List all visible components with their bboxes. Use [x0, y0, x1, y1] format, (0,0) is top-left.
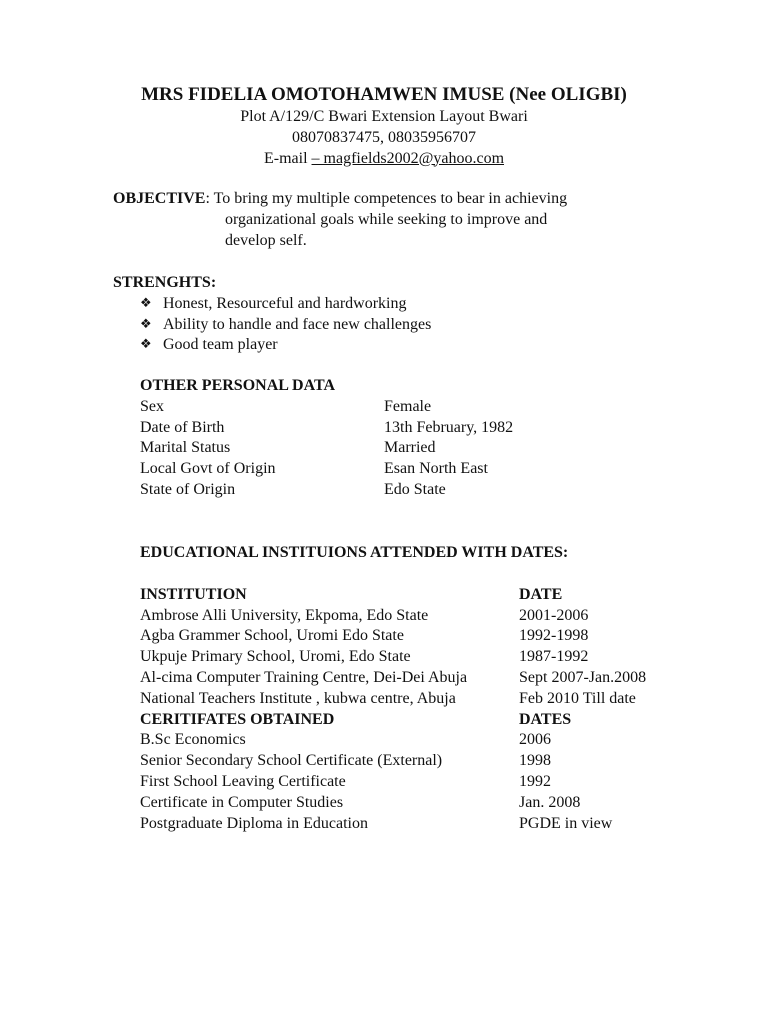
table-row [140, 751, 700, 772]
table-row [140, 438, 640, 459]
table-row [140, 793, 700, 814]
education-section [140, 543, 700, 834]
email-line [0, 149, 768, 170]
table-row [140, 689, 700, 710]
certificate-date: 1998 [519, 752, 551, 770]
resume-header [0, 83, 768, 169]
strength-text: Honest, Resourceful and hardworking [163, 294, 407, 312]
personal-value: Edo State [384, 480, 446, 498]
table-row [140, 772, 700, 793]
table-row [140, 730, 700, 751]
personal-key: Marital Status [140, 439, 231, 457]
strengths-section [113, 273, 633, 356]
education-title: EDUCATIONAL INSTITUIONS ATTENDED WITH DATES: [140, 544, 569, 561]
personal-key: Sex [140, 397, 164, 415]
strength-text: Ability to handle and face new challenges [163, 315, 432, 333]
strengths-list [113, 294, 633, 356]
table-row [140, 397, 640, 418]
table-row [140, 459, 640, 480]
personal-data-title: OTHER PERSONAL DATA [140, 377, 335, 394]
table-row [140, 418, 640, 439]
personal-value: Female [384, 397, 432, 415]
diamond-bullet-icon: ❖ [140, 337, 152, 353]
objective-text-3: develop self. [225, 231, 307, 249]
table-row [140, 626, 700, 647]
institution-date: 1987-1992 [519, 648, 589, 666]
objective-line-1 [113, 189, 633, 210]
address: Plot A/129/C Bwari Extension Layout Bwari [240, 108, 528, 125]
objective-label: OBJECTIVE [113, 190, 206, 207]
phone-numbers: 08070837475, 08035956707 [292, 128, 476, 146]
certificate-name: First School Leaving Certificate [140, 772, 346, 790]
institution-header: INSTITUTION [140, 585, 247, 603]
certificate-date: 1992 [519, 772, 551, 790]
personal-key: Date of Birth [140, 418, 225, 436]
personal-value: 13th February, 1982 [384, 418, 514, 436]
dates-header: DATES [519, 710, 572, 728]
certificates-header-row [140, 710, 700, 731]
objective-text-2: organizational goals while seeking to improve and [225, 210, 548, 228]
spacer [140, 564, 700, 585]
institution-date: 1992-1998 [519, 627, 589, 645]
personal-value: Married [384, 439, 436, 457]
personal-data-section [140, 376, 640, 501]
institution-date: 2001-2006 [519, 606, 589, 624]
email-link[interactable]: – magfields2002@yahoo.com [311, 149, 505, 167]
certificate-date: PGDE in view [519, 814, 613, 832]
strengths-title: STRENGHTS: [113, 274, 217, 291]
table-row [140, 814, 700, 835]
certificate-name: B.Sc Economics [140, 731, 246, 749]
objective-text-1: : To bring my multiple competences to bear in achieving [205, 190, 568, 207]
diamond-bullet-icon: ❖ [140, 295, 152, 311]
certificate-date: 2006 [519, 731, 551, 749]
institution-name: National Teachers Institute , kubwa centre, Abuja [140, 689, 456, 707]
institution-date: Sept 2007-Jan.2008 [519, 668, 647, 686]
applicant-name: MRS FIDELIA OMOTOHAMWEN IMUSE (Nee OLIGBI) [141, 84, 627, 105]
certificates-header: CERITIFATES OBTAINED [140, 710, 335, 728]
table-row [140, 480, 640, 501]
list-item [113, 294, 633, 315]
certificate-name: Certificate in Computer Studies [140, 793, 344, 811]
table-row [140, 647, 700, 668]
institution-name: Ukpuje Primary School, Uromi, Edo State [140, 648, 411, 666]
personal-key: Local Govt of Origin [140, 460, 276, 478]
personal-key: State of Origin [140, 480, 236, 498]
table-row [140, 668, 700, 689]
certificate-name: Senior Secondary School Certificate (External) [140, 752, 443, 770]
table-row [140, 606, 700, 627]
institution-date: Feb 2010 Till date [519, 689, 636, 707]
list-item [113, 315, 633, 336]
personal-value: Esan North East [384, 460, 488, 478]
objective-section [113, 189, 633, 251]
certificate-date: Jan. 2008 [519, 793, 581, 811]
list-item [113, 335, 633, 356]
email-prefix: E-mail [263, 149, 312, 167]
education-header-row [140, 585, 700, 606]
strength-text: Good team player [163, 336, 278, 354]
diamond-bullet-icon: ❖ [140, 316, 152, 332]
institution-name: Ambrose Alli University, Ekpoma, Edo State [140, 606, 429, 624]
institution-name: Agba Grammer School, Uromi Edo State [140, 627, 404, 645]
certificate-name: Postgraduate Diploma in Education [140, 814, 368, 832]
institution-name: Al-cima Computer Training Centre, Dei-Dei Abuja [140, 668, 468, 686]
date-header: DATE [519, 585, 563, 603]
